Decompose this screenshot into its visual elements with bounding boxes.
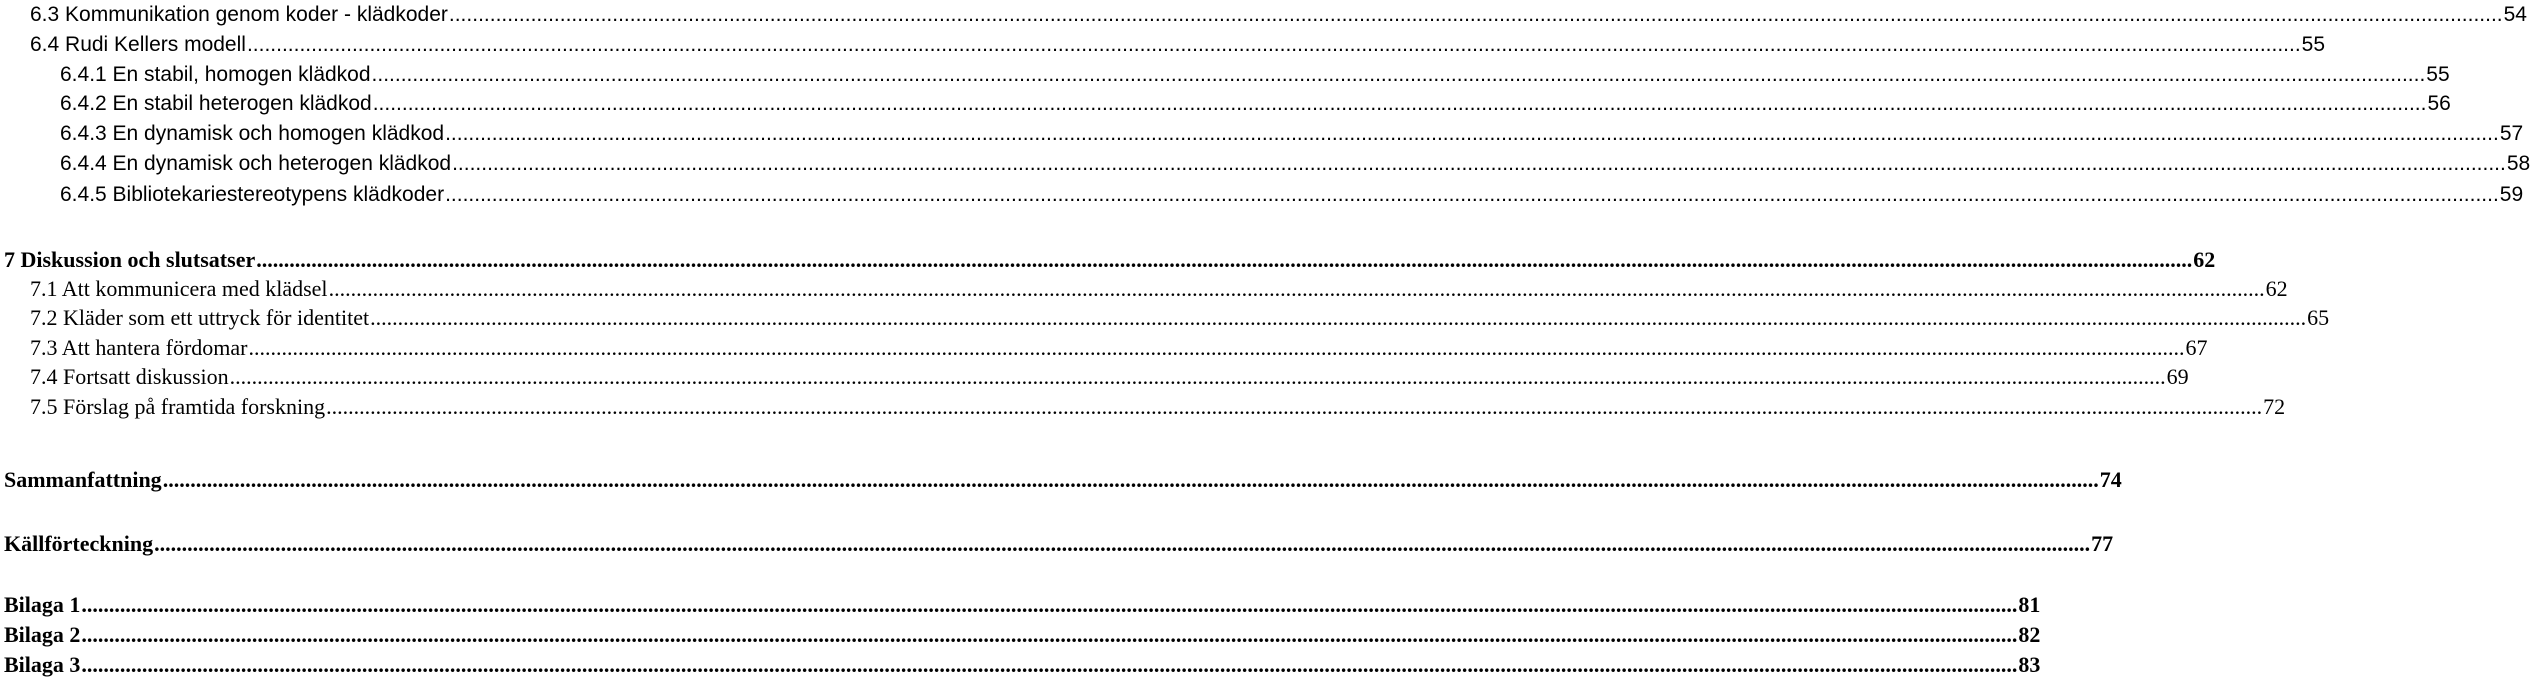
toc-entry-title: 6.4 Rudi Kellers modell xyxy=(30,33,246,56)
toc-entry-title: Källförteckning xyxy=(4,531,154,556)
toc-entry-page: 59 xyxy=(2499,183,2524,206)
toc-entry-6-4 xyxy=(30,30,2326,60)
toc-entry-page: 69 xyxy=(2166,364,2189,389)
dot-leader: ................................................................................................................................................................................................................................................................................................................................................................ xyxy=(256,247,2193,272)
toc-entry-title: Bilaga 3 xyxy=(4,652,81,677)
toc-entry-title: Bilaga 2 xyxy=(4,622,81,647)
dot-leader: ................................................................................................................................................................................................................................................................................................................................................................ xyxy=(81,652,2018,677)
toc-entry-title: 6.4.4 En dynamisk och heterogen klädkod xyxy=(60,152,452,175)
toc-entry-title: 7.1 Att kommunicera med klädsel xyxy=(30,276,328,301)
toc-entry-page: 55 xyxy=(2426,63,2450,86)
toc-entry-7-4 xyxy=(30,362,2189,392)
toc-entry-page: 62 xyxy=(2265,276,2288,301)
toc-entry-7-2 xyxy=(30,303,2330,333)
dot-leader: ................................................................................................................................................................................................................................................................................................................................................................ xyxy=(371,63,2426,86)
dot-leader: ................................................................................................................................................................................................................................................................................................................................................................ xyxy=(452,152,2506,175)
toc-entry-page: 82 xyxy=(2018,622,2041,647)
toc-entry-title: 6.4.5 Bibliotekariestereotypens klädkoder xyxy=(60,183,445,206)
toc-entry-7-5 xyxy=(30,392,2286,422)
toc-entry-title: 7.3 Att hantera fördomar xyxy=(30,335,248,360)
toc-entry-page: 65 xyxy=(2307,305,2330,330)
toc-entry-bilaga-1 xyxy=(4,590,2041,620)
toc-entry-7 xyxy=(4,245,2216,275)
dot-leader: ................................................................................................................................................................................................................................................................................................................................................................ xyxy=(81,622,2018,647)
toc-entry-page: 72 xyxy=(2263,394,2286,419)
dot-leader: ................................................................................................................................................................................................................................................................................................................................................................ xyxy=(445,122,2499,145)
toc-entry-page: 56 xyxy=(2427,92,2451,115)
toc-entry-7-3 xyxy=(30,333,2208,363)
toc-entry-6-4-5 xyxy=(60,180,2524,210)
toc-entry-page: 57 xyxy=(2499,122,2524,145)
toc-entry-title: 7.4 Fortsatt diskussion xyxy=(30,364,229,389)
toc-entry-page: 62 xyxy=(2193,247,2216,272)
toc-entry-title: 6.3 Kommunikation genom koder - klädkoder xyxy=(30,3,448,26)
toc-entry-title: Sammanfattning xyxy=(4,467,162,492)
toc-entry-title: 7.5 Förslag på framtida forskning xyxy=(30,394,326,419)
toc-entry-6-3 xyxy=(30,0,2527,30)
toc-entry-title: 7 Diskussion och slutsatser xyxy=(4,247,256,272)
toc-entry-page: 81 xyxy=(2018,592,2041,617)
toc-entry-page: 74 xyxy=(2099,467,2122,492)
dot-leader: ................................................................................................................................................................................................................................................................................................................................................................ xyxy=(229,364,2166,389)
toc-entry-page: 83 xyxy=(2018,652,2041,677)
toc-entry-bilaga-2 xyxy=(4,620,2041,650)
toc-entry-page: 58 xyxy=(2506,152,2530,175)
dot-leader: ................................................................................................................................................................................................................................................................................................................................................................ xyxy=(328,276,2265,301)
dot-leader: ................................................................................................................................................................................................................................................................................................................................................................ xyxy=(248,335,2185,360)
dot-leader: ................................................................................................................................................................................................................................................................................................................................................................ xyxy=(448,3,2503,26)
toc-entry-bilaga-3 xyxy=(4,650,2041,680)
dot-leader: ................................................................................................................................................................................................................................................................................................................................................................ xyxy=(154,531,2091,556)
toc-entry-page: 77 xyxy=(2091,531,2114,556)
toc-entry-page: 54 xyxy=(2503,3,2527,26)
dot-leader: ................................................................................................................................................................................................................................................................................................................................................................ xyxy=(162,467,2099,492)
toc-entry-page: 55 xyxy=(2301,33,2326,56)
toc-entry-page: 67 xyxy=(2185,335,2208,360)
dot-leader: ................................................................................................................................................................................................................................................................................................................................................................ xyxy=(445,183,2499,206)
dot-leader: ................................................................................................................................................................................................................................................................................................................................................................ xyxy=(326,394,2263,419)
dot-leader: ................................................................................................................................................................................................................................................................................................................................................................ xyxy=(372,92,2427,115)
toc-entry-sammanfattning xyxy=(4,465,2122,495)
toc-entry-6-4-2 xyxy=(60,89,2451,119)
dot-leader: ................................................................................................................................................................................................................................................................................................................................................................ xyxy=(246,33,2301,56)
toc-entry-7-1 xyxy=(30,274,2288,304)
toc-entry-title: Bilaga 1 xyxy=(4,592,81,617)
toc-entry-title: 6.4.1 En stabil, homogen klädkod xyxy=(60,63,371,86)
toc-entry-6-4-1 xyxy=(60,60,2450,90)
toc-entry-title: 7.2 Kläder som ett uttryck för identitet xyxy=(30,305,370,330)
toc-entry-6-4-4 xyxy=(60,149,2530,179)
dot-leader: ................................................................................................................................................................................................................................................................................................................................................................ xyxy=(370,305,2307,330)
toc-entry-kallforteckning xyxy=(4,529,2114,559)
dot-leader: ................................................................................................................................................................................................................................................................................................................................................................ xyxy=(81,592,2018,617)
toc-entry-title: 6.4.3 En dynamisk och homogen klädkod xyxy=(60,122,445,145)
toc-entry-title: 6.4.2 En stabil heterogen klädkod xyxy=(60,92,372,115)
toc-entry-6-4-3 xyxy=(60,119,2524,149)
